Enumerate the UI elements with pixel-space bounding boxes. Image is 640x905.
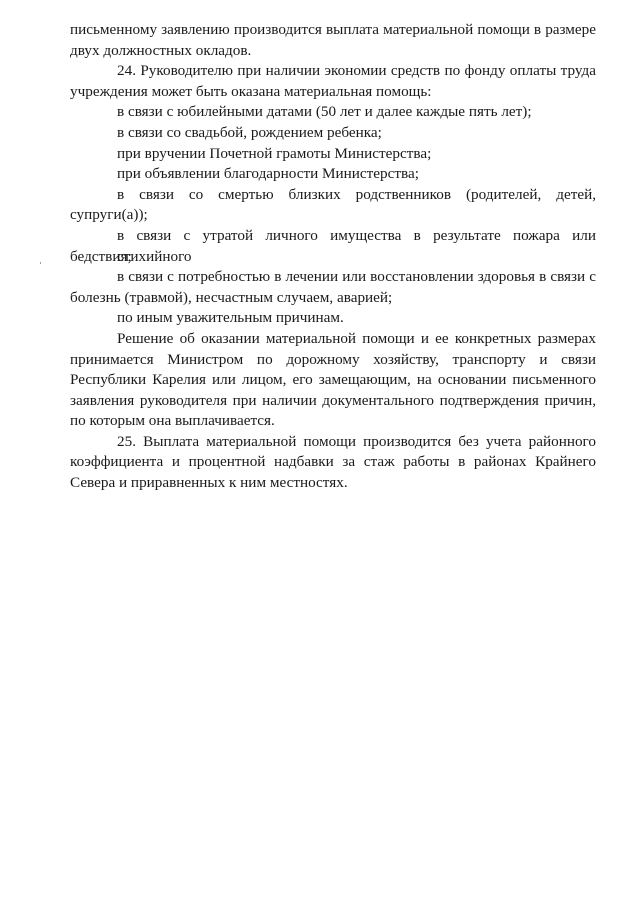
text-line: письменному заявлению производится выплата материальной помощи в размере bbox=[70, 21, 596, 38]
list-item: по иным уважительным причинам. bbox=[117, 309, 344, 327]
text-line: бедствия; bbox=[70, 247, 132, 265]
text-line: супруги(а)); bbox=[70, 206, 148, 224]
list-item: при вручении Почетной грамоты Министерства; bbox=[117, 144, 432, 162]
scan-speck bbox=[40, 262, 41, 264]
text-line: болезнь (травмой), несчастным случаем, аварией; bbox=[70, 288, 393, 306]
list-item: в связи с утратой личного имущества в результате пожара или стихийного bbox=[117, 226, 596, 265]
text-line: Республики Карелия или лицом, его замещающим, на основании письменного bbox=[70, 371, 596, 389]
text-line: принимается Министром по дорожному хозяйству, транспорту и связи bbox=[70, 350, 596, 368]
list-item: в связи со свадьбой, рождением ребенка; bbox=[117, 123, 382, 141]
decision-paragraph: Решение об оказании материальной помощи и ее конкретных размерах bbox=[117, 329, 596, 347]
text-line: по которым она выплачивается. bbox=[70, 412, 275, 430]
text-line: учреждения может быть оказана материальная помощь: bbox=[70, 82, 432, 100]
document-page bbox=[70, 20, 596, 494]
list-item: в связи с потребностью в лечении или восстановлении здоровья в связи с bbox=[117, 268, 596, 286]
text-line: Севера и приравненных к ним местностях. bbox=[70, 474, 348, 492]
clause-25-heading: 25. Выплата материальной помощи производится без учета районного bbox=[117, 432, 596, 450]
clause-24-heading: 24. Руководителю при наличии экономии средств по фонду оплаты труда bbox=[117, 62, 596, 80]
list-item: в связи с юбилейными датами (50 лет и далее каждые пять лет); bbox=[117, 103, 532, 121]
text-line: заявления руководителя при наличии документального подтверждения причин, bbox=[70, 391, 596, 409]
list-item: в связи со смертью близких родственников (родителей, детей, bbox=[117, 185, 596, 203]
text-line: коэффициента и процентной надбавки за стаж работы в районах Крайнего bbox=[70, 453, 596, 471]
list-item: при объявлении благодарности Министерства; bbox=[117, 165, 419, 183]
text-line: двух должностных окладов. bbox=[70, 41, 252, 59]
